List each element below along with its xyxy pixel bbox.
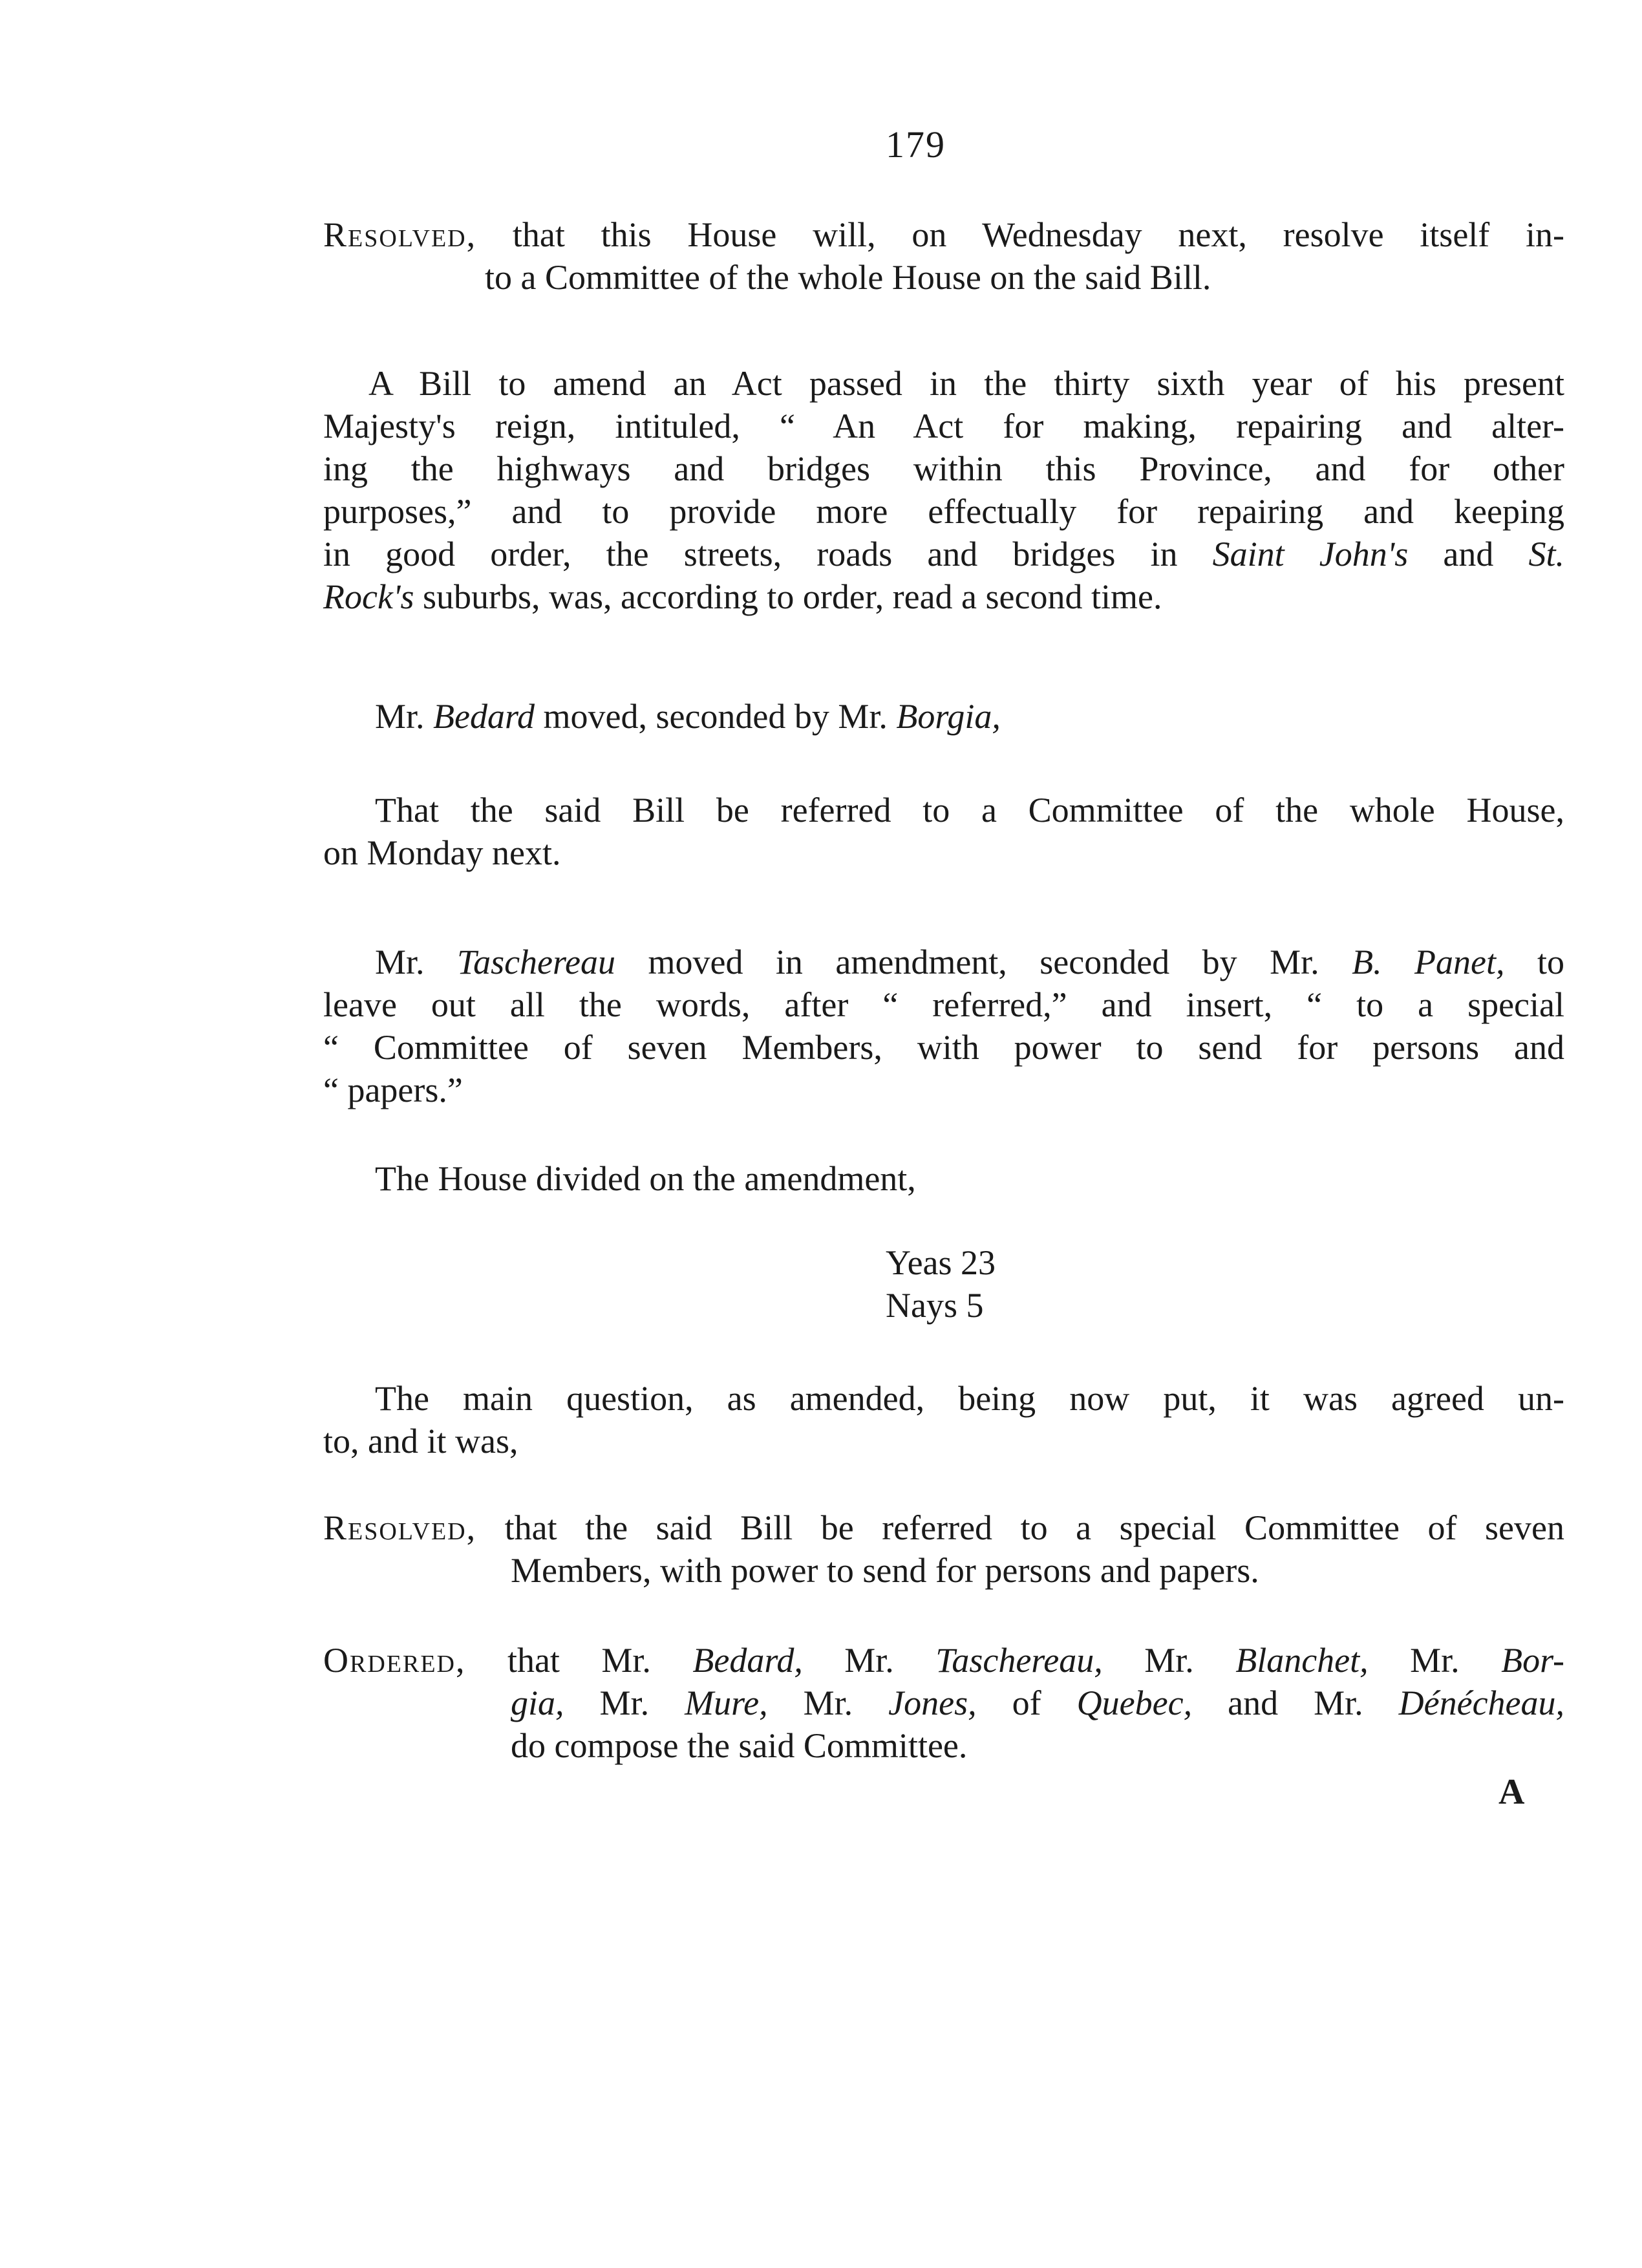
bill-line-5: in good order, the streets, roads and bridges in Saint John's and St. [323,535,1565,573]
place-saint-johns: Saint John's [1212,535,1409,573]
member-b-panet: B. Panet, [1352,943,1505,981]
resolution-paragraph-1 [323,213,1564,299]
division-paragraph [323,1157,1564,1200]
amendment-line-3: “ Committee of seven Members, with power to send for persons and [323,1028,1564,1067]
resolved-label: Resolved, [323,215,477,254]
vote-tally [886,1241,996,1327]
amendment-line-4: “ papers.” [323,1071,463,1109]
resolved-label: Resolved, [323,1508,477,1547]
bill-line-3: ing the highways and bridges within this Province, and for other [323,449,1564,488]
nays-count: Nays 5 [886,1286,984,1325]
resolution-line-2: to a Committee of the whole House on the said Bill. [485,258,1211,297]
main-question-paragraph [323,1377,1564,1462]
order-line-2: gia, Mr. Mure, Mr. Jones, of Quebec, and Mr. Dénécheau, [511,1684,1565,1722]
order-paragraph [323,1639,1564,1767]
page-number: 179 [886,123,946,166]
bill-line-2: Majesty's reign, intituled, “ An Act for making, repairing and alter- [323,407,1564,445]
member-borgia: Borgia, [896,697,1001,736]
referral-paragraph [323,789,1564,874]
member-taschereau: Taschereau [457,943,616,981]
resolution2-line-1: Resolved, that the said Bill be referred to a special Committee of seven [323,1508,1564,1547]
member-bedard: Bedard [433,697,535,736]
amendment-line-2: leave out all the words, after “ referred,” and insert, “ to a special [323,985,1564,1024]
referral-line-2: on Monday next. [323,833,561,872]
bill-line-1: A Bill to amend an Act passed in the thirty sixth year of his present [368,364,1564,403]
amendment-paragraph [323,941,1564,1111]
ordered-label: Ordered, [323,1641,466,1680]
main-question-line-1: The main question, as amended, being now put, it was agreed un- [375,1379,1564,1418]
order-line-1: Ordered, that Mr. Bedard, Mr. Taschereau, Mr. Blanchet, Mr. Bor- [323,1641,1564,1680]
yeas-count: Yeas 23 [886,1243,996,1282]
order-line-3: do compose the said Committee. [511,1726,968,1765]
motion-paragraph [323,695,1564,738]
referral-line-1: That the said Bill be referred to a Committee of the whole House, [375,791,1564,829]
main-question-line-2: to, and it was, [323,1422,518,1460]
motion-line: Mr. Bedard moved, seconded by Mr. Borgia, [375,697,1001,736]
bill-line-4: purposes,” and to provide more effectually for repairing and keeping [323,492,1564,531]
bill-line-6: Rock's suburbs, was, according to order, read a second time. [323,577,1162,616]
place-rocks: Rock's [323,577,414,616]
catchword: A [1498,1772,1525,1812]
resolution-paragraph-2 [323,1506,1564,1592]
division-line: The House divided on the amendment, [375,1159,916,1198]
resolution-line-1: Resolved, that this House will, on Wednesday next, resolve itself in- [323,215,1565,254]
amendment-line-1: Mr. Taschereau moved in amendment, seconded by Mr. B. Panet, to [375,943,1565,981]
bill-paragraph [323,362,1564,618]
resolution2-line-2: Members, with power to send for persons and papers. [511,1551,1259,1590]
